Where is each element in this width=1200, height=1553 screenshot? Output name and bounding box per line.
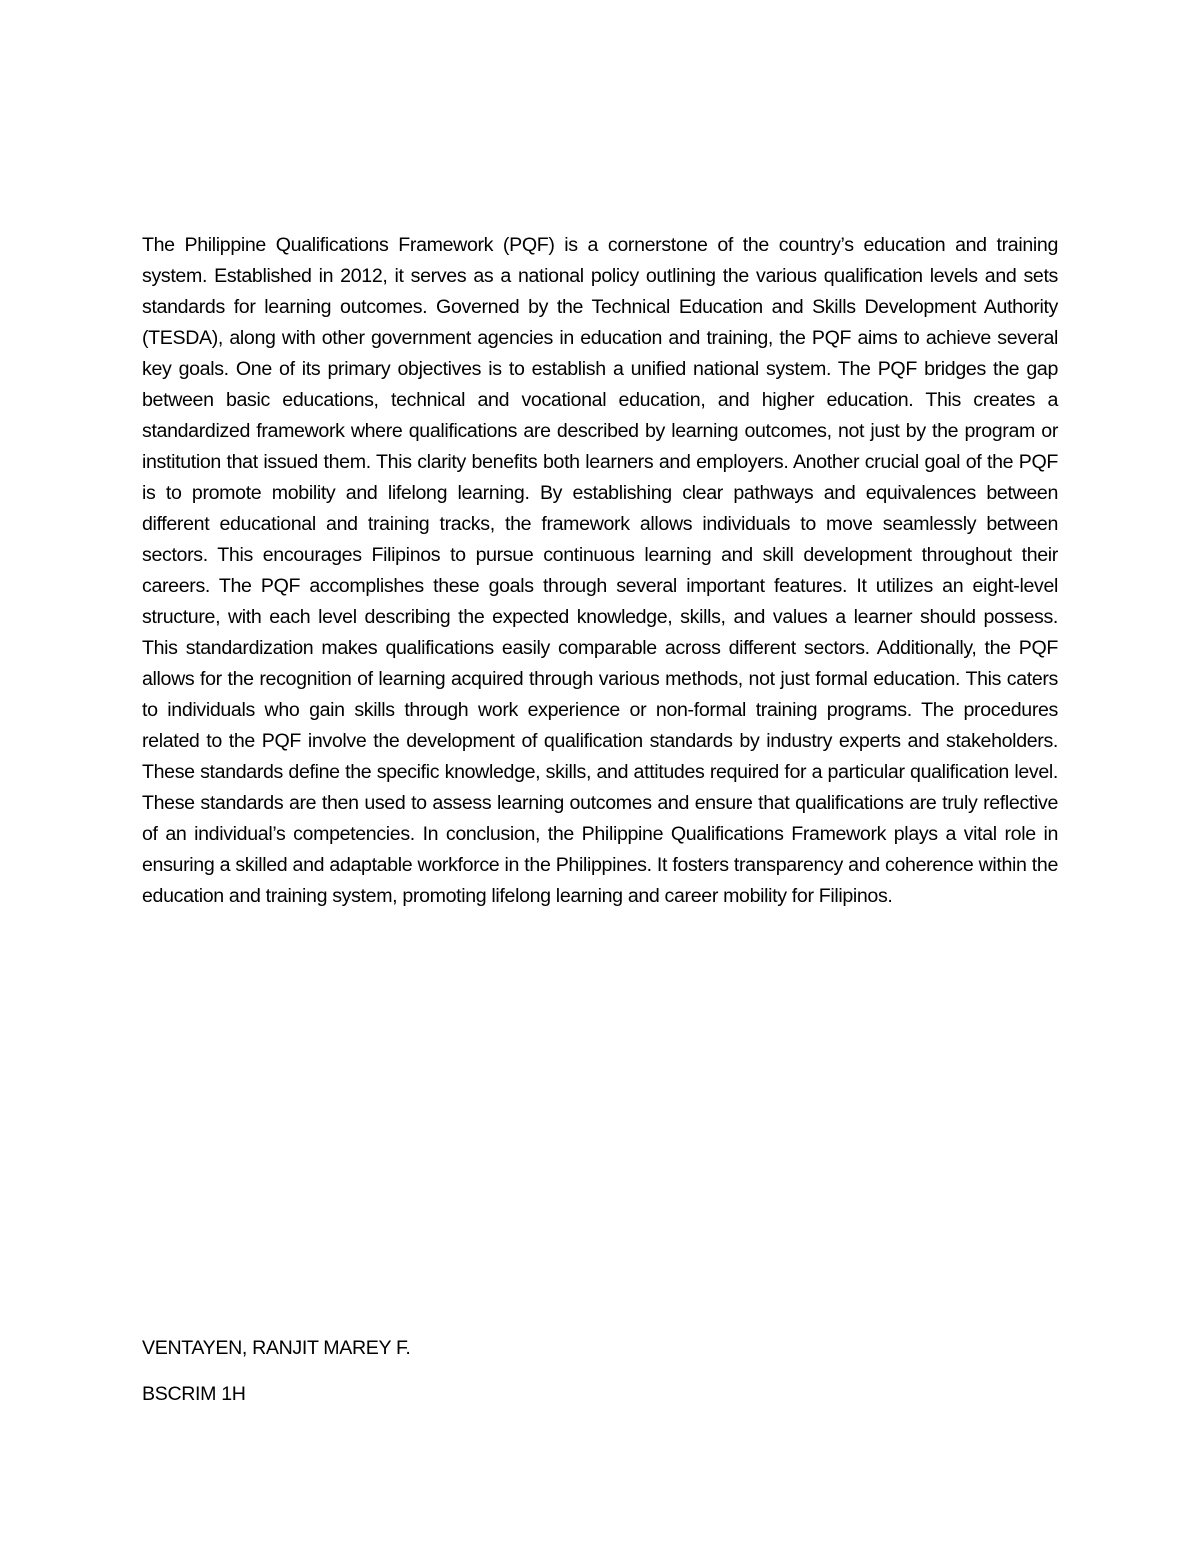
essay-paragraph: The Philippine Qualifications Framework (PQF) is a cornerstone of the country’s education and training system. Established in 2012, it serves as a national policy outlining the various qualification levels and sets standards for learning outcomes. Governed by the Technical Education and Skills Development Authority (TESDA), along with other government agencies in education and training, the PQF aims to achieve several key goals. One of its primary objectives is to establish a unified national system. The PQF bridges the gap between basic educations, technical and vocational education, and higher education. This creates a standardized framework where qualifications are described by learning outcomes, not just by the program or institution that issued them. This clarity benefits both learners and employers. Another crucial goal of the PQF is to promote mobility and lifelong learning. By establishing clear pathways and equivalences between different educational and training tracks, the framework allows individuals to move seamlessly between sectors. This encourages Filipinos to pursue continuous learning and skill development throughout their careers. The PQF accomplishes these goals through several important features. It utilizes an eight-level structure, with each level describing the expected knowledge, skills, and values a learner should possess. This standardization makes qualifications easily comparable across different sectors. Additionally, the PQF allows for the recognition of learning acquired through various methods, not just formal education. This caters to individuals who gain skills through work experience or non-formal training programs. The procedures related to the PQF involve the development of qualification standards by industry experts and stakeholders. These standards define the specific knowledge, skills, and attitudes required for a particular qualification level. These standards are then used to assess learning outcomes and ensure that qualifications are truly reflective of an individual’s competencies. In conclusion, the Philippine Qualifications Framework plays a vital role in ensuring a skilled and adaptable workforce in the Philippines. It fosters transparency and coherence within the education and training system, promoting lifelong learning and career mobility for Filipinos. bbox=[142, 234, 1058, 907]
author-section: BSCRIM 1H bbox=[142, 1383, 246, 1405]
author-name: VENTAYEN, RANJIT MAREY F. bbox=[142, 1337, 411, 1359]
